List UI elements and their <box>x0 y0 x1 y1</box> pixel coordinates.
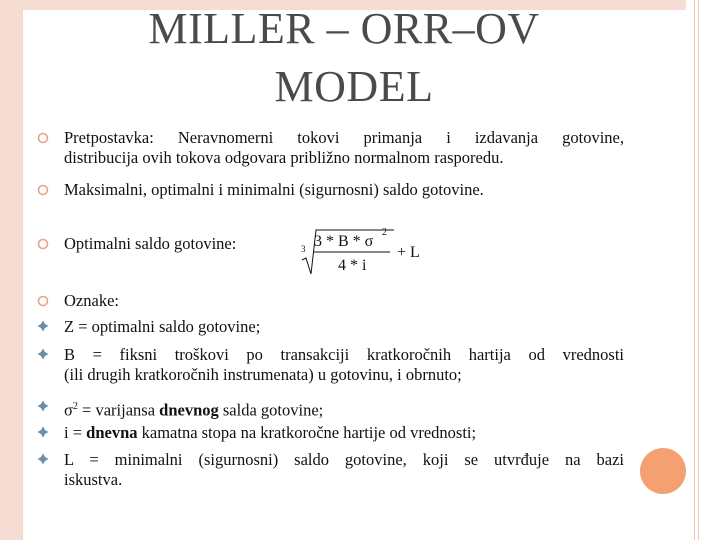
diamond-bullet-icon <box>36 399 50 413</box>
def-i-prefix: i = <box>64 423 87 442</box>
def-b-line-1: B = fiksni troškovi po transakciji kratkoročnih hartija od vrednosti <box>64 345 624 364</box>
assumption-line-1: Pretpostavka: Neravnomerni tokovi primanja i izdavanja gotovine, <box>64 128 624 147</box>
def-sigma-sup: 2 <box>72 401 78 412</box>
formula-addend: + L <box>397 244 420 261</box>
def-l <box>64 450 624 490</box>
ring-bullet-icon <box>36 183 50 197</box>
def-sigma-bold: dnevnog <box>159 400 219 420</box>
def-l-line-2: iskustva. <box>64 470 123 489</box>
def-b <box>64 345 624 385</box>
formula-exponent: 2 <box>382 227 387 238</box>
diamond-bullet-icon <box>36 319 50 333</box>
def-sigma-suffix: salda gotovine; <box>218 400 324 420</box>
optimal-balance-formula <box>298 222 438 278</box>
slide-title <box>22 0 686 116</box>
diamond-bullet-icon <box>36 452 50 466</box>
formula-numerator: 3 * B * σ <box>314 233 374 250</box>
balance-types-text: Maksimalni, optimalni i minimalni (sigurnosni) saldo gotovine. <box>64 180 484 199</box>
def-sigma <box>64 397 624 421</box>
def-l-line-1: L = minimalni (sigurnosni) saldo gotovine, koji se utvrđuje na bazi <box>64 450 624 469</box>
def-i-bold: dnevna <box>86 423 138 442</box>
def-sigma-symbol: σ <box>64 400 73 420</box>
title-line-2: MODEL <box>274 62 434 111</box>
ring-bullet-icon <box>36 294 50 308</box>
def-i-suffix: kamatna stopa na kratkoročne hartije od vrednosti; <box>137 423 477 442</box>
frame-right <box>686 0 720 540</box>
notation-heading: Oznake: <box>64 291 119 310</box>
ring-bullet-icon <box>36 131 50 145</box>
formula-root-index: 3 <box>301 244 306 254</box>
accent-circle <box>640 448 686 494</box>
frame-left <box>0 0 22 540</box>
assumption-text <box>64 128 624 168</box>
diamond-bullet-icon <box>36 347 50 361</box>
title-line-1: MILLER – ORR–OV <box>148 4 540 53</box>
formula-denominator: 4 * i <box>338 257 367 274</box>
def-sigma-mid: = varijansa <box>77 400 160 420</box>
diamond-bullet-icon <box>36 425 50 439</box>
optimal-balance-label: Optimalni saldo gotovine: <box>64 234 237 253</box>
def-b-line-2: (ili drugih kratkoročnih instrumenata) u gotovinu, i obrnuto; <box>64 365 462 384</box>
def-i <box>64 423 624 443</box>
ring-bullet-icon <box>36 237 50 251</box>
assumption-line-2: distribucija ovih tokova odgovara približno normalnom rasporedu. <box>64 148 504 167</box>
def-z: Z = optimalni saldo gotovine; <box>64 317 261 336</box>
